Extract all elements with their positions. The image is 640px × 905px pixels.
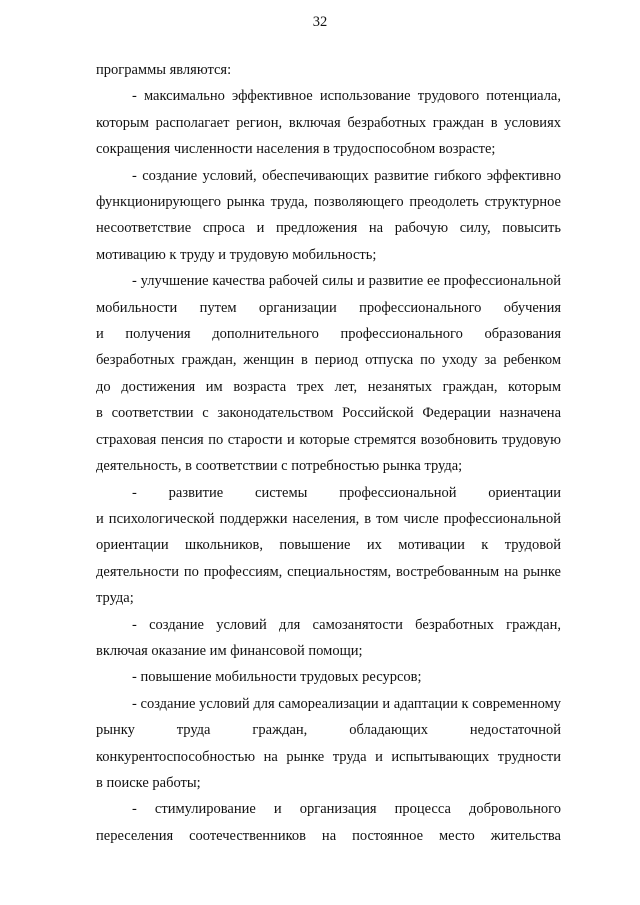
text-line: деятельности по профессиям, специальностям, востребованным на рынке: [96, 563, 561, 580]
text-line: в соответствии с законодательством Российской Федерации назначена: [96, 405, 561, 422]
text-line: мотивацию к труду и трудовую мобильность;: [96, 246, 377, 263]
text-line: - создание условий для самозанятости безработных граждан,: [132, 616, 561, 633]
text-line: ориентации школьников, повышение их мотивации к трудовой: [96, 537, 561, 554]
text-line: - создание условий, обеспечивающих развитие гибкого эффективно: [132, 167, 561, 184]
text-line: и психологической поддержки населения, в том числе профессиональной: [96, 510, 561, 527]
text-line: - развитие системы профессиональной ориентации: [132, 484, 561, 501]
text-line: несоответствие спроса и предложения на рабочую силу, повысить: [96, 220, 561, 237]
document-body: [96, 57, 561, 849]
text-line: рынку труда граждан, обладающих недостаточной: [96, 722, 561, 739]
text-line: труда;: [96, 590, 134, 607]
text-line: страховая пенсия по старости и которые стремятся возобновить трудовую: [96, 431, 561, 448]
text-line: безработных граждан, женщин в период отпуска по уходу за ребенком: [96, 352, 561, 369]
text-line: деятельность, в соответствии с потребностью рынка труда;: [96, 458, 463, 475]
text-line: включая оказание им финансовой помощи;: [96, 642, 363, 659]
text-line: - улучшение качества рабочей силы и развитие ее профессиональной: [132, 273, 561, 290]
text-line: программы являются:: [96, 62, 232, 78]
text-line: - повышение мобильности трудовых ресурсов;: [132, 669, 422, 686]
text-line: конкурентоспособностью на рынке труда и испытывающих трудности: [96, 748, 561, 765]
text-line: и получения дополнительного профессионального образования: [96, 326, 561, 343]
text-line: сокращения численности населения в трудоспособном возрасте;: [96, 141, 496, 158]
text-line: - максимально эффективное использование трудового потенциала,: [132, 88, 561, 105]
text-line: которым располагает регион, включая безработных граждан в условиях: [96, 114, 561, 131]
text-line: мобильности путем организации профессионального обучения: [96, 299, 561, 316]
text-line: переселения соотечественников на постоянное место жительства: [96, 827, 561, 844]
text-line: - стимулирование и организация процесса добровольного: [132, 801, 561, 818]
text-line: до достижения им возраста трех лет, незанятых граждан, которым: [96, 378, 561, 395]
text-line: функционирующего рынка труда, позволяющего преодолеть структурное: [96, 194, 561, 211]
text-line: в поиске работы;: [96, 774, 201, 791]
page-number: 32: [312, 14, 328, 30]
text-line: - создание условий для самореализации и адаптации к современному: [132, 695, 561, 712]
